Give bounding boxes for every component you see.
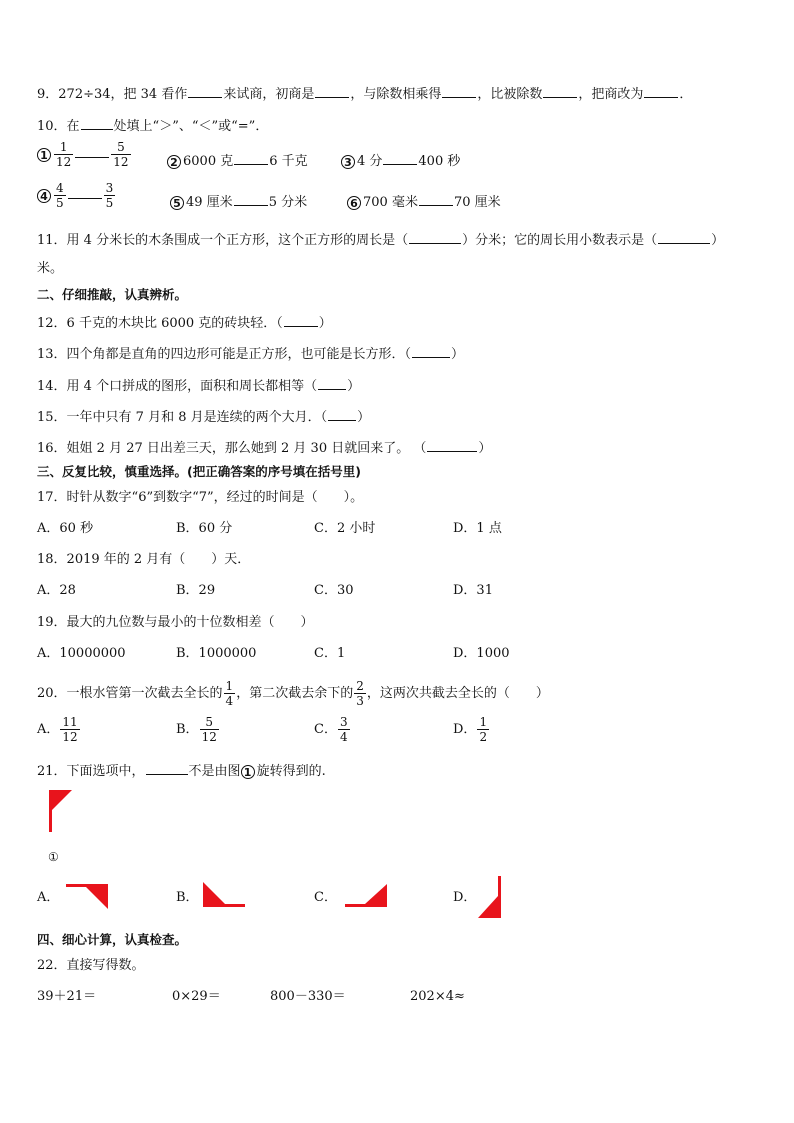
q10-item-5: 5 49 厘米 5 分米	[170, 191, 307, 212]
answer-blank[interactable]	[409, 229, 461, 244]
q17-option-c[interactable]: C．2 小时	[314, 521, 376, 536]
q20-option-d[interactable]: D． $\frac{1}{2}$	[453, 715, 488, 744]
answer-blank[interactable]	[427, 437, 477, 452]
answer-blank[interactable]	[146, 760, 188, 775]
calc-item: 202×4≈	[410, 989, 465, 1004]
calc-item: 39＋21＝	[37, 989, 97, 1004]
answer-blank[interactable]	[284, 312, 318, 327]
question-13: 13．四个角都是直角的四边形可能是正方形，也可能是长方形．（ ）	[37, 343, 464, 364]
q18-option-b[interactable]: B．29	[176, 583, 216, 598]
q20-option-b[interactable]: B． $\frac{5}{12}$	[176, 715, 217, 744]
answer-blank[interactable]	[318, 375, 346, 390]
calc-item: 800－330＝	[270, 989, 346, 1004]
answer-blank[interactable]	[188, 83, 222, 98]
answer-blank	[81, 115, 113, 130]
q21-option-b-label[interactable]: B．	[176, 890, 199, 905]
question-9: 9．272÷34，把 34 看作 来试商，初商是 ，与除数相乘得 ，比被除数 ，把商改为 ．	[37, 83, 692, 104]
fraction: $\frac{3}{5}$	[105, 181, 114, 210]
q10-item-1: 1 $\frac{1}{12}$ $\frac{5}{12}$	[37, 140, 132, 169]
fraction: $\frac{1}{12}$	[56, 140, 72, 169]
q18-option-a[interactable]: A．28	[37, 583, 76, 598]
fraction: $\frac{2}{3}$	[356, 679, 364, 708]
answer-blank[interactable]	[383, 150, 417, 165]
fraction: $\frac{1}{4}$	[225, 679, 234, 708]
flag-figure-1	[48, 790, 78, 834]
q20-option-c[interactable]: C． $\frac{3}{4}$	[314, 715, 348, 744]
fraction: $\frac{5}{12}$	[113, 140, 129, 169]
question-11: 11．用 4 分米长的木条围成一个正方形，这个正方形的周长是（ ）分米；它的周长用小数表示是（ ）	[37, 229, 724, 250]
question-11-cont: 米。	[37, 261, 64, 276]
q18-option-d[interactable]: D．31	[453, 583, 493, 598]
question-17: 17．时针从数字“6”到数字“7”，经过的时间是（ ）。	[37, 490, 364, 505]
question-19: 19．最大的九位数与最小的十位数相差（ ）	[37, 615, 314, 630]
section-4-heading: 四、细心计算，认真检查。	[37, 932, 188, 947]
q19-option-b[interactable]: B．1000000	[176, 646, 257, 661]
answer-blank[interactable]	[412, 343, 450, 358]
question-21: 21．下面选项中， 不是由图 1 旋转得到的.	[37, 760, 326, 781]
question-20: 20．一根水管第一次截去全长的 $\frac{1}{4}$ ，第二次截去余下的 $\frac{2}{3}$ ，这两次共截去全长的（ ）	[37, 679, 549, 708]
q17-option-a[interactable]: A．60 秒	[37, 521, 94, 536]
answer-blank[interactable]	[658, 229, 710, 244]
q21-option-c-flag[interactable]	[345, 884, 389, 912]
q17-option-b[interactable]: B．60 分	[176, 521, 233, 536]
q21-option-c-label[interactable]: C．	[314, 890, 337, 905]
answer-blank[interactable]	[75, 143, 109, 158]
section-3-heading: 三、反复比较，慎重选择。(把正确答案的序号填在括号里)	[37, 464, 361, 479]
question-10-stem: 10．在 处填上“＞”、“＜”或“=”．	[37, 115, 268, 136]
q10-item-3: 3 4 分 400 秒	[341, 150, 460, 171]
q21-option-b-flag[interactable]	[203, 882, 247, 910]
answer-blank[interactable]	[234, 191, 268, 206]
question-15: 15．一年中只有 7 月和 8 月是连续的两个大月．（ ）	[37, 406, 370, 427]
answer-blank[interactable]	[68, 184, 102, 199]
fraction: $\frac{4}{5}$	[56, 181, 64, 210]
q20-option-a[interactable]: A． $\frac{11}{12}$	[37, 715, 78, 744]
answer-blank[interactable]	[234, 150, 268, 165]
calc-item: 0×29＝	[172, 989, 221, 1004]
answer-blank[interactable]	[442, 83, 476, 98]
question-12: 12．6 千克的木块比 6000 克的砖块轻．（ ）	[37, 312, 332, 333]
q21-option-a-flag[interactable]	[66, 884, 110, 912]
section-2-heading: 二、仔细推敲，认真辨析。	[37, 287, 188, 302]
question-14: 14．用 4 个口拼成的图形，面积和周长都相等（ ）	[37, 375, 360, 396]
answer-blank[interactable]	[644, 83, 678, 98]
q10-item-6: 6 700 毫米 70 厘米	[347, 191, 501, 212]
answer-blank[interactable]	[328, 406, 356, 421]
answer-blank[interactable]	[419, 191, 453, 206]
q10-item-4: 4 $\frac{4}{5}$ $\frac{3}{5}$	[37, 181, 116, 210]
q19-option-d[interactable]: D．1000	[453, 646, 510, 661]
q21-option-d-flag[interactable]	[478, 876, 504, 920]
question-22: 22．直接写得数。	[37, 958, 145, 973]
answer-blank[interactable]	[315, 83, 349, 98]
q18-option-c[interactable]: C．30	[314, 583, 354, 598]
q21-option-a-label[interactable]: A．	[37, 890, 60, 905]
question-18: 18．2019 年的 2 月有（ ）天．	[37, 552, 251, 567]
figure-1-label: ①	[48, 850, 59, 864]
q19-option-c[interactable]: C．1	[314, 646, 346, 661]
q19-option-a[interactable]: A．10000000	[37, 646, 126, 661]
answer-blank[interactable]	[543, 83, 577, 98]
q21-option-d-label[interactable]: D．	[453, 890, 477, 905]
q17-option-d[interactable]: D．1 点	[453, 521, 502, 536]
q10-item-2: 2 6000 克 6 千克	[167, 150, 308, 171]
question-16: 16．姐姐 2 月 27 日出差三天，那么她到 2 月 30 日就回来了。 （ ）	[37, 437, 491, 458]
